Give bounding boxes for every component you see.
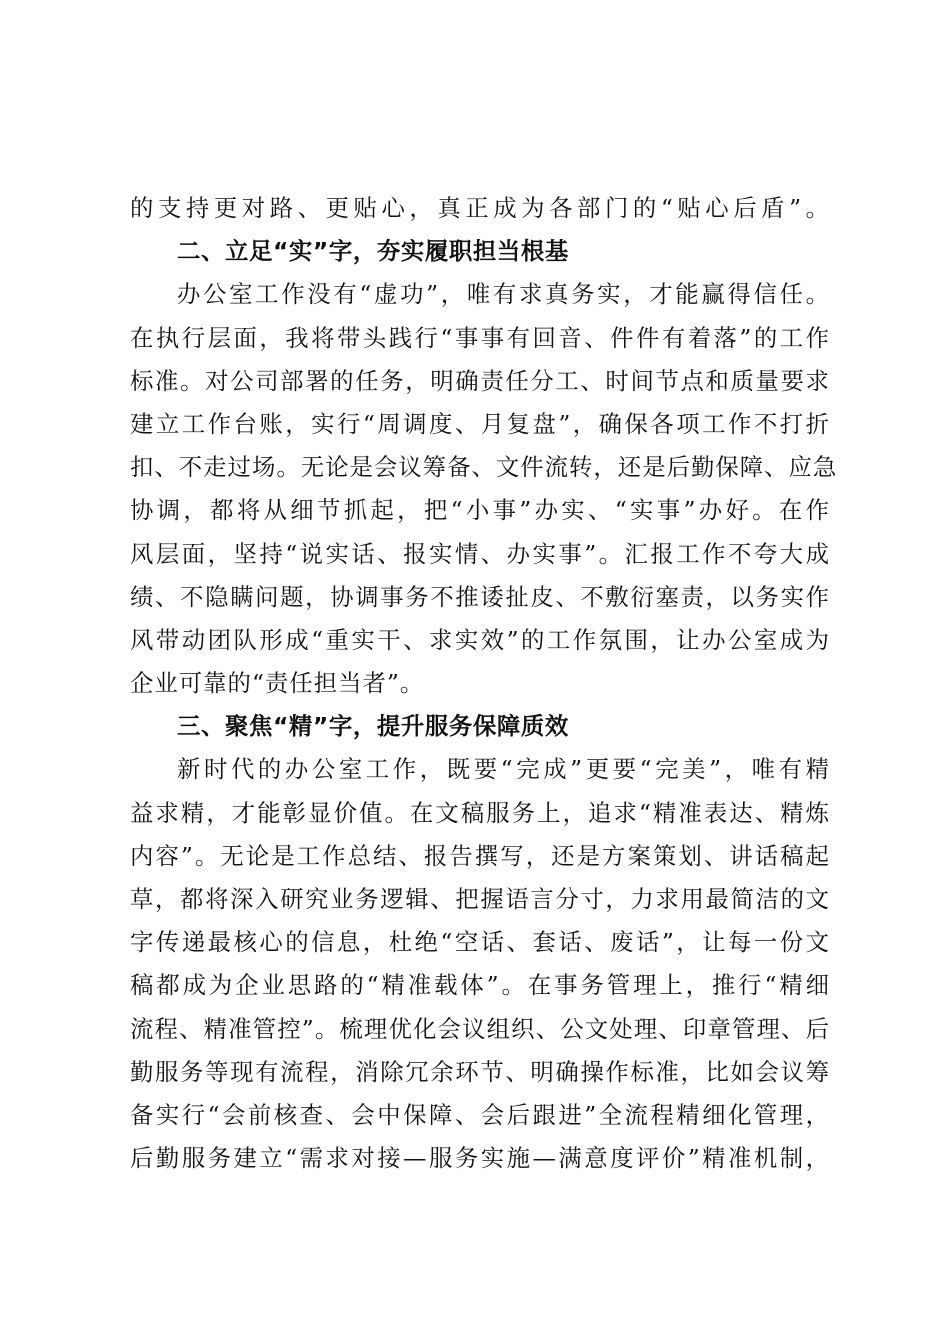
paragraph-line: 新时代的办公室工作，既要“完成”更要“完美”，唯有精: [177, 755, 830, 784]
section-heading-3: 三、聚焦“精”字，提升服务保障质效: [177, 712, 569, 741]
paragraph-line: 绩、不隐瞒问题，协调事务不推诿扯皮、不敷衍塞责，以务实作: [130, 582, 830, 611]
paragraph-line: 风带动团队形成“重实干、求实效”的工作氛围，让办公室成为: [130, 625, 830, 654]
paragraph-line: 协调，都将从细节抓起，把“小事”办实、“实事”办好。在作: [130, 496, 830, 525]
paragraph-jing: [130, 748, 830, 1180]
paragraph-line: 备实行“会前核查、会中保障、会后跟进”全流程精细化管理，: [130, 1100, 830, 1129]
paragraph-line: 标准。对公司部署的任务，明确责任分工、时间节点和质量要求: [130, 366, 830, 395]
paragraph-line: 扣、不走过场。无论是会议筹备、文件流转，还是后勤保障、应急: [130, 453, 838, 482]
paragraph-line: 在执行层面，我将带头践行“事事有回音、件件有着落”的工作: [130, 323, 830, 352]
paragraph-line: 后勤服务建立“需求对接—服务实施—满意度评价”精准机制，: [130, 1144, 830, 1173]
paragraph-line: 建立工作台账，实行“周调度、月复盘”，确保各项工作不打折: [130, 409, 830, 438]
paragraph-line: 字传递最核心的信息，杜绝“空话、套话、废话”，让每一份文: [130, 928, 830, 957]
paragraph-line: 草，都将深入研究业务逻辑、把握语言分寸，力求用最简洁的文: [130, 885, 830, 913]
section-heading-2: 二、立足“实”字，夯实履职担当根基: [177, 237, 569, 266]
paragraph-line: 办公室工作没有“虚功”，唯有求真务实，才能赢得信任。: [177, 280, 830, 309]
paragraph-line: 的支持更对路、更贴心，真正成为各部门的“贴心后盾”。: [130, 194, 830, 222]
document-page: [130, 187, 838, 1180]
paragraph-line: 勤服务等现有流程，消除冗余环节、明确操作标准，比如会议筹: [130, 1057, 830, 1086]
paragraph-line: 内容”。无论是工作总结、报告撰写，还是方案策划、讲话稿起: [130, 841, 830, 870]
paragraph-line: 风层面，坚持“说实话、报实情、办实事”。汇报工作不夸大成: [130, 539, 830, 568]
paragraph-line-last: 企业可靠的“责任担当者”。: [130, 669, 425, 698]
paragraph-shi: [130, 273, 838, 705]
paragraph-line: 流程、精准管控”。梳理优化会议组织、公文处理、印章管理、后: [130, 1014, 830, 1043]
paragraph-line: 稿都成为企业思路的“精准载体”。在事务管理上，推行“精细: [130, 971, 830, 1000]
paragraph-line: 益求精，才能彰显价值。在文稿服务上，追求“精准表达、精炼: [130, 798, 830, 827]
